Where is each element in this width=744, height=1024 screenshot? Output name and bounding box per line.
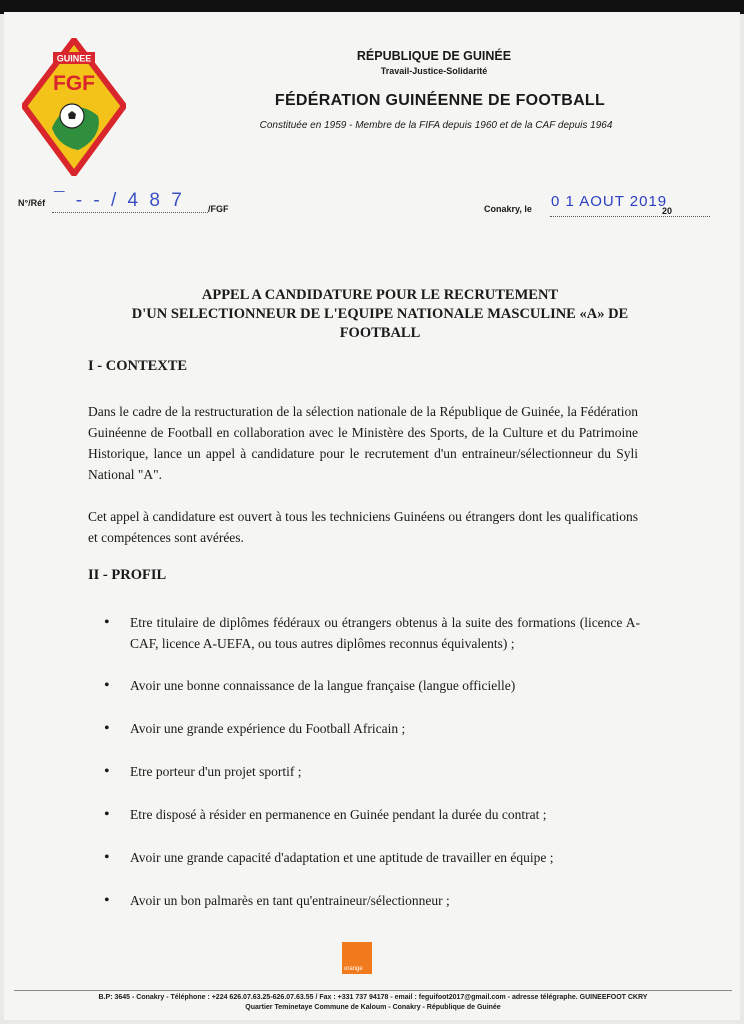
profil-item: • Etre disposé à résider en permanence en Guinée pendant la durée du contrat ;	[104, 804, 640, 825]
fgf-logo	[22, 38, 126, 176]
date-label: Conakry, le	[484, 204, 532, 214]
title-line: D'UN SELECTIONNEUR DE L'EQUIPE NATIONALE MASCULINE «A» DE	[131, 306, 629, 322]
logo-initials: FGF	[53, 72, 95, 95]
federation-constitution: Constituée en 1959 - Membre de la FIFA depuis 1960 et de la CAF depuis 1964	[259, 120, 613, 131]
orange-logo	[342, 942, 372, 974]
contexte-paragraph: Cet appel à candidature est ouvert à tous les techniciens Guinéens ou étrangers dont les qualifications et compétences sont avérées.	[88, 509, 638, 545]
footer-contact-line: B.P: 3645 - Conakry - Téléphone : +224 626.07.63.25-626.07.63.55 / Fax : +331 737 94178 - email : feguifoot2017@gmail.com - adresse télégraphe. GUINEEFOOT CKRY	[98, 994, 648, 1001]
contexte-paragraph: Dans le cadre de la restructuration de la sélection nationale de la République de Guinée, la Fédération Guinéenne de Football en collaboration avec le Ministère des Sports, de la Culture et du Patrimoine Historique, lance un appel à candidature pour le recrutement d'un entraineur/sélectionneur du Syli National "A".	[88, 404, 638, 482]
title-line: FOOTBALL	[339, 325, 421, 341]
footer-rule	[14, 990, 732, 991]
reference-number: ¯ - - / 4 8 7	[54, 190, 185, 211]
reference-suffix: /FGF	[208, 204, 229, 214]
profil-item: • Etre titulaire de diplômes fédéraux ou étrangers obtenus à la suite des formations (licence A-CAF, licence A-UEFA, ou tous autres diplômes reconnus équivalents) ;	[104, 612, 640, 654]
section-heading-profil: II - PROFIL	[88, 567, 167, 583]
orange-logo-text: orange	[344, 966, 363, 972]
republic-motto: Travail-Justice-Solidarité	[380, 66, 488, 76]
reference-label: N°/Réf	[18, 198, 46, 208]
profil-list	[104, 612, 640, 911]
date-dotted-line	[550, 216, 710, 217]
section-heading-contexte: I - CONTEXTE	[88, 358, 188, 374]
date-stamp: 0 1 AOUT 2019	[551, 193, 668, 210]
profil-item: • Avoir une bonne connaissance de la langue française (langue officielle)	[104, 675, 640, 696]
reference-dotted-line	[52, 212, 208, 213]
document-title	[60, 286, 700, 343]
date-suffix: 20	[662, 206, 673, 216]
federation-name: FÉDÉRATION GUINÉENNE DE FOOTBALL	[274, 92, 606, 109]
profil-item: • Etre porteur d'un projet sportif ;	[104, 761, 640, 782]
title-line: APPEL A CANDIDATURE POUR LE RECRUTEMENT	[201, 287, 559, 303]
footer-address-line: Quartier Teminetaye Commune de Kaloum - Conakry - République de Guinée	[245, 1004, 501, 1011]
profil-item: • Avoir une grande capacité d'adaptation et une aptitude de travailler en équipe ;	[104, 847, 640, 868]
republic-name: RÉPUBLIQUE DE GUINÉE	[356, 49, 512, 63]
profil-item: • Avoir un bon palmarès en tant qu'entraineur/sélectionneur ;	[104, 890, 640, 911]
logo-country: GUINEE	[56, 53, 92, 64]
profil-item: • Avoir une grande expérience du Football Africain ;	[104, 718, 640, 739]
